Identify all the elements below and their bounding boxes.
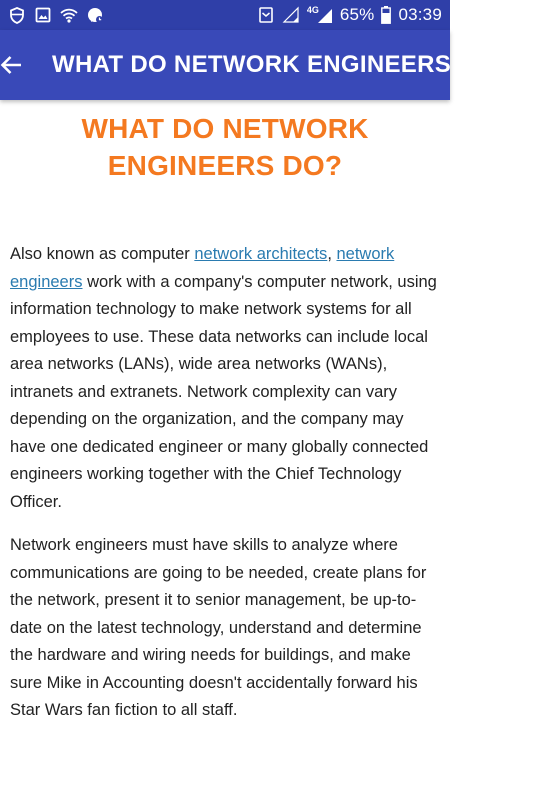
- article-content: [0, 100, 450, 725]
- shield-icon: [8, 6, 26, 24]
- more-vert-icon: [542, 54, 548, 76]
- image-icon: [34, 6, 52, 24]
- status-system: [257, 5, 442, 25]
- paragraph-1-separator: ,: [327, 245, 337, 263]
- link-network-architects[interactable]: network architects: [194, 245, 328, 263]
- app-bar-title: WHAT DO NETWORK ENGINEERS DO?: [52, 51, 510, 78]
- status-bar: [0, 0, 450, 30]
- status-notifications: [8, 6, 104, 24]
- paragraph-1-prefix: Also known as computer: [10, 245, 195, 263]
- back-button[interactable]: [0, 30, 22, 100]
- battery-icon: [381, 6, 391, 24]
- refresh-button[interactable]: [520, 30, 542, 100]
- mail-icon: [257, 6, 275, 24]
- signal-icon: [307, 6, 333, 24]
- article-heading: WHAT DO NETWORK ENGINEERS DO?: [81, 113, 369, 181]
- chat-icon: [86, 6, 104, 24]
- refresh-icon: [520, 54, 542, 76]
- link-network-engineers[interactable]: network engineers: [10, 245, 395, 291]
- app-bar: [0, 30, 510, 100]
- signal-weak-icon: [282, 6, 300, 24]
- more-options-button[interactable]: [542, 30, 548, 100]
- status-time: 03:39: [398, 5, 442, 24]
- wifi-icon: [60, 6, 78, 24]
- arrow-left-icon: [0, 55, 22, 75]
- network-type-label: 4G: [306, 5, 319, 15]
- article-paragraph-1: [10, 241, 440, 516]
- battery-percent: 65%: [339, 5, 375, 24]
- paragraph-1-text: work with a company's computer network, using information technology to make network systems for all employees to use. These data networks can include local area networks (LANs), wide area networks (WANs), intranets and extranets. Network complexity can vary depending on the organization, and the company may have one dedicated engineer or many globally connected engineers working together with the Chief Technology Officer.: [10, 272, 437, 511]
- article-paragraph-2: Network engineers must have skills to analyze where communications are going to be needed, create plans for the network, present it to senior management, be up-to-date on the latest technology, understand and determine the hardware and wiring needs for buildings, and make sure Mike in Accounting doesn't accidentally forward his Star Wars fan fiction to all staff.: [10, 536, 427, 719]
